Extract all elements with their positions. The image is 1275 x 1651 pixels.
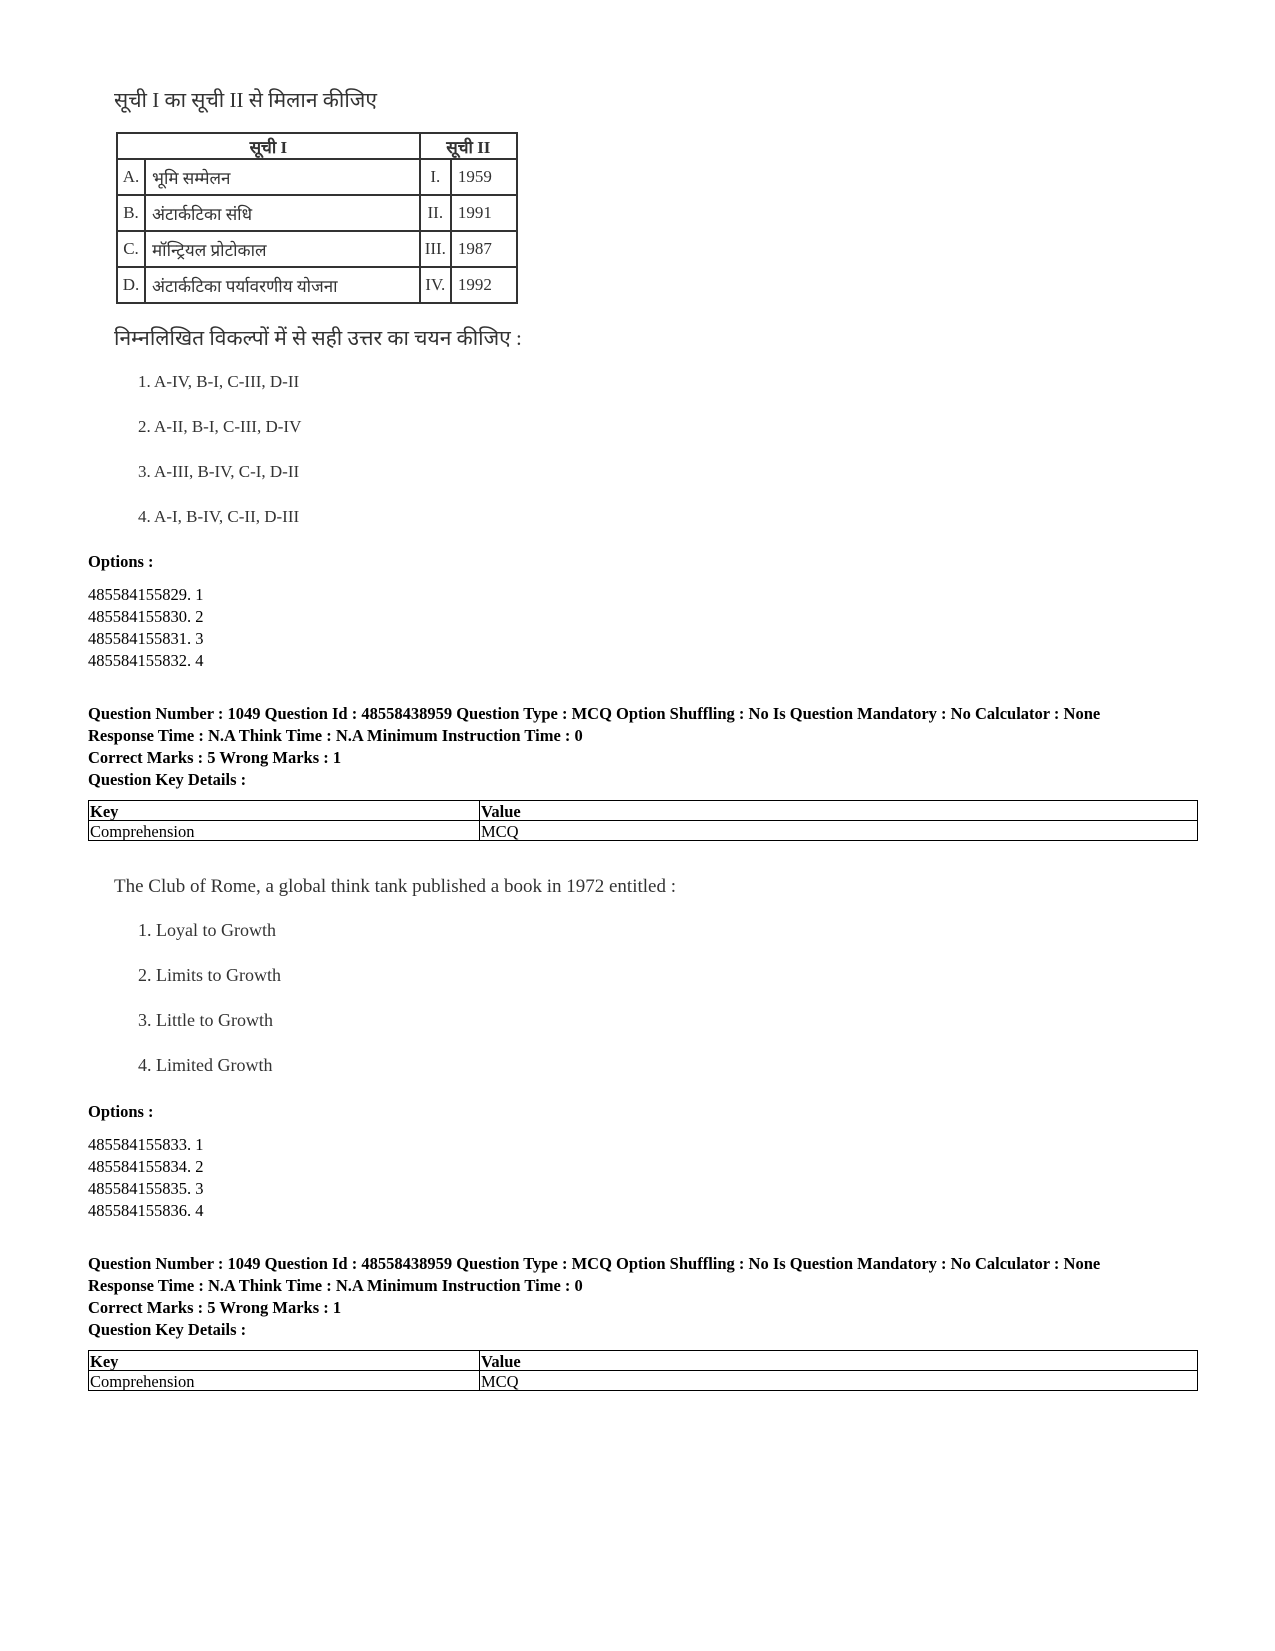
row-roman: III.	[420, 231, 451, 267]
q1-choice-3: 3. A-III, B-IV, C-I, D-II	[138, 462, 300, 481]
row-label: C.	[117, 231, 145, 267]
option-item: 485584155836. 4	[88, 1201, 204, 1220]
table-row	[89, 1371, 1198, 1391]
value-header: Value	[480, 1351, 1198, 1371]
table-row	[89, 821, 1198, 841]
row-item: अंटार्कटिका संधि	[145, 195, 420, 231]
key-details-heading: Question Key Details :	[88, 1320, 247, 1339]
list-2-header: सूची II	[420, 133, 517, 159]
value-header: Value	[480, 801, 1198, 821]
row-roman: I.	[420, 159, 451, 195]
q2-choice-3: 3. Little to Growth	[138, 1010, 273, 1030]
option-item: 485584155832. 4	[88, 651, 204, 670]
question-meta-line: Question Number : 1049 Question Id : 48558438959 Question Type : MCQ Option Shuffling : No Is Question Mandatory : No Calculator : None	[88, 704, 1101, 723]
table-header-row	[89, 1351, 1198, 1371]
q1-choice-1: 1. A-IV, B-I, C-III, D-II	[138, 372, 300, 391]
q2-choice-2: 2. Limits to Growth	[138, 965, 281, 985]
question-meta-line: Question Number : 1049 Question Id : 48558438959 Question Type : MCQ Option Shuffling : No Is Question Mandatory : No Calculator : None	[88, 1254, 1101, 1273]
row-year: 1987	[451, 231, 517, 267]
q1-choice-4: 4. A-I, B-IV, C-II, D-III	[138, 507, 300, 526]
row-year: 1991	[451, 195, 517, 231]
response-time-line: Response Time : N.A Think Time : N.A Minimum Instruction Time : 0	[88, 726, 583, 745]
row-label: B.	[117, 195, 145, 231]
option-item: 485584155830. 2	[88, 607, 204, 626]
list-1-header: सूची I	[117, 133, 420, 159]
table-row	[117, 267, 517, 303]
key-cell: Comprehension	[89, 1371, 480, 1391]
value-cell: MCQ	[480, 1371, 1198, 1391]
q1-title: सूची I का सूची II से मिलान कीजिए	[114, 88, 377, 112]
row-roman: IV.	[420, 267, 451, 303]
key-value-table	[88, 1350, 1198, 1391]
option-item: 485584155831. 3	[88, 629, 204, 648]
q2-choice-4: 4. Limited Growth	[138, 1055, 273, 1075]
row-item: मॉन्ट्रियल प्रोटोकाल	[145, 231, 420, 267]
value-cell: MCQ	[480, 821, 1198, 841]
option-item: 485584155835. 3	[88, 1179, 204, 1198]
key-header: Key	[89, 1351, 480, 1371]
row-label: D.	[117, 267, 145, 303]
options-heading: Options :	[88, 1102, 154, 1121]
table-header-row	[89, 801, 1198, 821]
row-year: 1959	[451, 159, 517, 195]
response-time-line: Response Time : N.A Think Time : N.A Minimum Instruction Time : 0	[88, 1276, 583, 1295]
q1-choice-2: 2. A-II, B-I, C-III, D-IV	[138, 417, 302, 436]
key-cell: Comprehension	[89, 821, 480, 841]
options-heading: Options :	[88, 552, 154, 571]
row-item: भूमि सम्मेलन	[145, 159, 420, 195]
table-row	[117, 231, 517, 267]
option-item: 485584155833. 1	[88, 1135, 204, 1154]
row-item: अंटार्कटिका पर्यावरणीय योजना	[145, 267, 420, 303]
key-details-heading: Question Key Details :	[88, 770, 247, 789]
row-roman: II.	[420, 195, 451, 231]
marks-line: Correct Marks : 5 Wrong Marks : 1	[88, 748, 342, 767]
key-value-table	[88, 800, 1198, 841]
row-year: 1992	[451, 267, 517, 303]
table-row	[117, 195, 517, 231]
q2-title: The Club of Rome, a global think tank published a book in 1972 entitled :	[114, 876, 677, 897]
marks-line: Correct Marks : 5 Wrong Marks : 1	[88, 1298, 342, 1317]
q2-choice-1: 1. Loyal to Growth	[138, 920, 276, 940]
match-table-header	[117, 133, 517, 159]
option-item: 485584155829. 1	[88, 585, 204, 604]
key-header: Key	[89, 801, 480, 821]
row-label: A.	[117, 159, 145, 195]
match-table	[116, 132, 518, 304]
option-item: 485584155834. 2	[88, 1157, 204, 1176]
table-row	[117, 159, 517, 195]
q1-instruction: निम्नलिखित विकल्पों में से सही उत्तर का चयन कीजिए :	[114, 326, 522, 350]
